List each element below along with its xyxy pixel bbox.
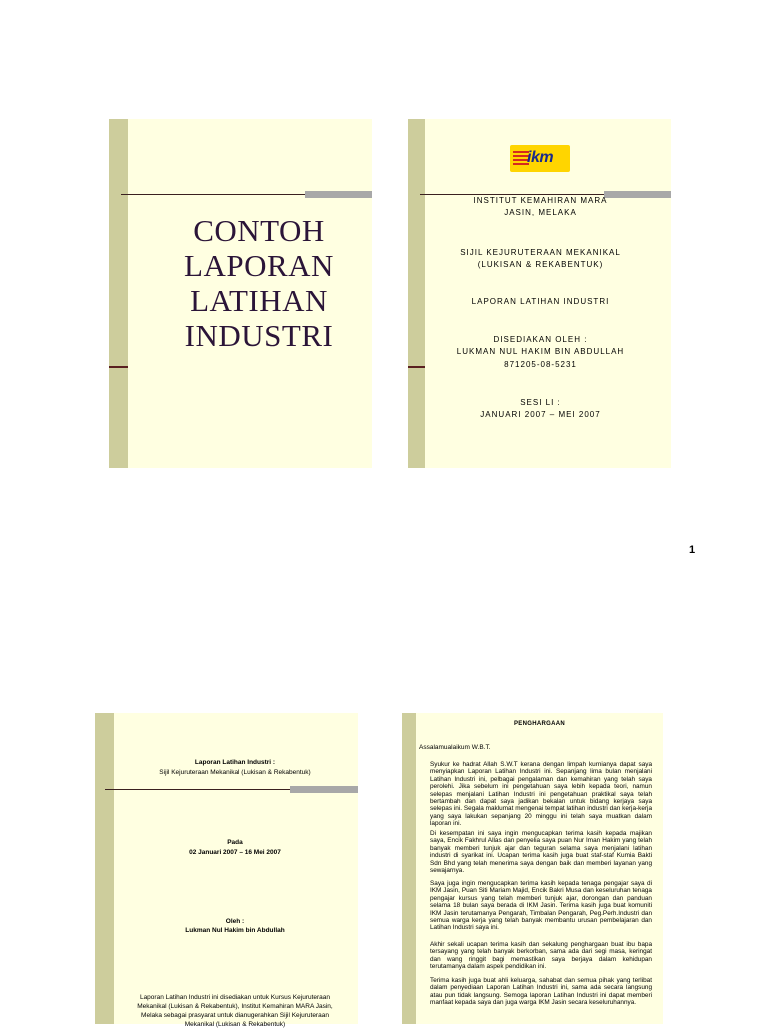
acknowledgement-paragraph: Terima kasih juga buat ahli keluarga, sahabat dan semua pihak yang terlibat dalam penyediaan Laporan Latihan Industri ini, sama ada secara langsung atau pun tidak langsung. Semoga laporan Latihan Industri ini dapat memberi manfaat kepada saya dan juga warga IKM Jasin secara keseluruhannya. [430,977,652,1007]
session-dates: JANUARI 2007 – MEI 2007 [480,410,601,419]
institution-line: JASIN, MELAKA [504,208,577,217]
institution-line: INSTITUT KEMAHIRAN MARA [473,196,608,205]
slide-side-bar [109,119,128,468]
slide-side-bar [402,713,416,1024]
acknowledgement-paragraph: Di kesempatan ini saya ingin mengucapkan terima kasih kepada majikan saya, Encik Fakhrul Allas dan penyelia saya puan Nur Iman Hakim yang telah banyak memberi tunjuk ajar dan teguran selama saya menjalani latihan industri di syarikat ini. Ucapan terima kasih juga buat staf-staf Kumia Bakti Sdn Bhd yang telah menerima saya dengan baik dan memberi layanan yang sewajarnya. [430,830,652,875]
id-number: 871205-08-5231 [504,360,577,369]
by-label: Oleh : [225,918,245,925]
slide-institution-cover [408,119,671,468]
greeting: Assalamualaikum W.B.T. [419,744,491,751]
footer-line: Mekanikal (Lukisan & Rekabentuk) [184,1021,286,1028]
certificate-line: (LUKISAN & REKABENTUK) [477,260,604,269]
slide-side-tick [109,366,128,368]
footer-line: Laporan Latihan Industri ini disediakan untuk Kursus Kejuruteraan [139,994,331,1001]
date-range: 02 Januari 2007 – 16 Mei 2007 [189,849,281,856]
report-title: Laporan Latihan Industri : [194,759,276,766]
cover-title-line: CONTOH [193,213,325,248]
session-label: SESI LI : [520,398,561,407]
footer-line: Mekanikal (Lukisan & Rekabentuk), Institut Kemahiran MARA Jasin, [137,1003,333,1010]
cover-title-line: INDUSTRI [184,318,334,353]
report-title: LAPORAN LATIHAN INDUSTRI [471,297,610,306]
slide-side-bar [408,119,425,468]
author-name: Lukman Nul Hakim bin Abdullah [185,927,285,934]
slide-rule-tab [305,191,372,198]
slide-cover-title [109,119,372,468]
acknowledgement-paragraph: Saya juga ingin mengucapkan terima kasih kepada tenaga pengajar saya di IKM Jasin, Puan Siti Mariam Majid, Encik Bakri Musa dan keseluruhan tenaga pengajar kursus yang telah memberi tunjuk ajar, dorongan dan panduan selama 18 bulan saya berada di IKM Jasin. Terima kasih juga buat komuniti IKM Jasin terutamanya Pengarah, Timbalan Pengarah, Peg.Perh.Industri dan semua warga kerja yang telah banyak membantu urusan pembelajaran dan Latihan Industri saya ini. [430,880,652,932]
slide-rule-tab [290,786,358,793]
slide-side-tick [408,366,425,368]
certificate-line: SIJIL KEJURUTERAAN MEKANIKAL [460,248,621,257]
cover-title [169,213,349,353]
page-number: 1 [689,544,696,556]
slide-report-details [95,713,358,1028]
acknowledgement-paragraph: Syukur ke hadrat Allah S.W.T kerana dengan limpah kurnianya dapat saya menyiapkan Laporan Latihan Industri ini. Sepanjang lima bulan menjalani Latihan Industri ini, pelbagai pengalaman dan kemahiran yang telah saya perolehi. Jika sebelum ini pengetahuan saya lebih kepada teori, namun selepas menjalani Latihan Industri ini pengetahuan praktikal saya telah bertambah dan dapat saya jadikan bekalan untuk bidang kerjaya saya selepas ini. Segala maklumat mengenai tempat latihan industri dan kerja-kerja yang saya lakukan sepanjang 20 minggu ini telah saya muatkan dalam laporan ini. [430,761,652,828]
acknowledgement-paragraph: Akhir sekali ucapan terima kasih dan sekalung penghargaan buat ibu bapa tersayang yang telah banyak berkorban, sama ada dari segi masa, keringat dan wang ringgit bagi memastikan saya berjaya dalam kehidupan terutamanya dalam aspek pendidikan ini. [430,941,652,971]
slide-acknowledgement [402,713,663,1024]
logo-text: ikm [527,149,554,166]
slide-side-bar [95,713,114,1024]
report-subtitle: Sijil Kejuruteraan Mekanikal (Lukisan & Rekabentuk) [159,769,311,776]
footer-line: Melaka sebagai prasyarat untuk dianugerahkan Sijil Kejuruteraan [141,1012,329,1019]
cover-title-line: LAPORAN [184,248,334,283]
prepared-by-label: DISEDIAKAN OLEH : [493,335,588,344]
author-name: LUKMAN NUL HAKIM BIN ABDULLAH [456,347,625,356]
acknowledgement-heading: PENGHARGAAN [514,721,565,727]
cover-title-line: LATIHAN [190,283,328,318]
date-label: Pada [227,839,243,846]
ikm-logo [510,145,570,172]
